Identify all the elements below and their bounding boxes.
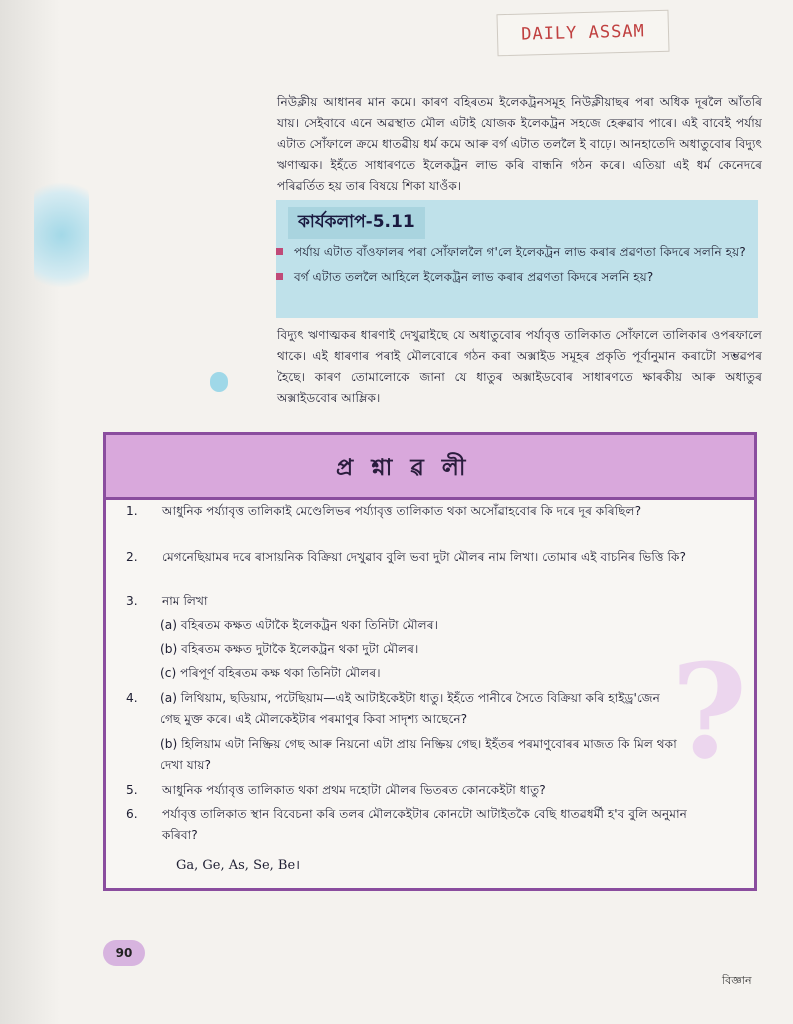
activity-title: কাৰ্যকলাপ-5.11 (288, 207, 425, 239)
element-list: Ga, Ge, As, Se, Be। (176, 858, 301, 873)
bullet-icon (276, 248, 283, 255)
question-mark-icon: ? (671, 635, 748, 788)
activity-list (276, 242, 758, 292)
ink-smudge (34, 170, 89, 300)
question-4a: (a) লিথিয়াম, ছডিয়াম, পটেছিয়াম—এই আটাইকেইটা ধাতু। ইহঁতে পানীৰে সৈতে বিক্ৰিয়া কৰি হাইড্ৰ'জেন গেছ মুক্ত কৰে। এই মৌলকেইটাৰ পৰমাণুৰ কিবা সাদৃশ্য আছেনে? (160, 691, 660, 726)
page-binding-shadow (0, 0, 60, 1024)
questions-title: প্ৰশ্নাৱলী (336, 455, 484, 481)
activity-item: বৰ্গ এটাত তললৈ আহিলে ইলেকট্ৰন লাভ কৰাৰ প্ৰৱণতা কিদৰে সলনি হয়? (276, 267, 758, 288)
question-4b: (b) হিলিয়াম এটা নিষ্ক্ৰিয় গেছ আৰু নিয়নো এটা প্ৰায় নিষ্ক্ৰিয় গেছ। ইহঁতৰ পৰমাণুবোৰৰ মাজত কি মিল থকা দেখা যায়? (160, 737, 677, 772)
activity-item: পৰ্যায় এটাত বাঁওফালৰ পৰা সোঁফাললৈ গ'লে ইলেকট্ৰন লাভ কৰাৰ প্ৰৱণতা কিদৰে সলনি হয়? (276, 242, 758, 263)
footer-subject: বিজ্ঞান (722, 974, 752, 987)
ink-smudge-small (210, 372, 228, 392)
question-3a: (a) বহিৰতম কক্ষত এটাকৈ ইলেকট্ৰন থকা তিনিটা মৌলৰ। (160, 618, 438, 632)
question-3b: (b) বহিৰতম কক্ষত দুটাকৈ ইলেকট্ৰন থকা দুটা মৌলৰ। (160, 642, 419, 656)
page-number: 90 (103, 940, 145, 966)
questions-header (106, 435, 754, 500)
paragraph-electronegativity: বিদ্যুৎ ঋণাত্মকৰ ধাৰণাই দেখুৱাইছে যে অধাতুবোৰ পৰ্যাবৃত্ত তালিকাত সোঁফালে তালিকাৰ ওপৰফালে থাকে। এই ধাৰণাৰ পৰাই মৌলবোৰে গঠন কৰা অক্সাইড সমূহৰ প্ৰকৃতি পূৰ্বানুমান কৰাটো সম্ভৱপৰ হৈছে। কাৰণ তোমালোকে জানা যে ধাতুৰ অক্সাইডবোৰ সাধাৰণতে ক্ষাৰকীয় আৰু অধাতুৰ অক্সাইডবোৰ আম্লিক। (277, 328, 762, 405)
paragraph-intro: নিউক্লীয় আধানৰ মান কমে। কাৰণ বহিৰতম ইলেকট্ৰনসমূহ নিউক্লীয়াছৰ পৰা অধিক দূৰলৈ আঁতৰি যায়। সেইবাবে এনে অৱস্থাত মৌল এটাই যোজক ইলেকট্ৰন সহজে হেৰুৱাব পাৰে। এই বাবেই পৰ্যায় এটাত সোঁফালে ক্ৰমে ধাতৱীয় ধৰ্ম কমে আৰু বৰ্গ এটাত তললৈ ই বাঢ়ে। আনহাতেদি অধাতুবোৰ বিদ্যুৎ ঋণাত্মক। ইহঁতে সাধাৰণতে ইলেকট্ৰন লাভ কৰি বান্ধনি গঠন কৰে। এতিয়া এই ধৰ্ম কেনেদৰে পৰিৱৰ্তিত হয় তাৰ বিষয়ে শিকা যাওঁক। (277, 95, 762, 193)
watermark-stamp: DAILY ASSAM (496, 10, 669, 56)
questions-box: প্ৰশ্নাৱলী ? 1. আধুনিক পৰ্য্যাবৃত্ত তালিকাই মেণ্ডেলিভৰ পৰ্য্যাবৃত্ত তালিকাত থকা অসোঁৱাহবোৰ কি দৰে দূৰ কৰিছিল? 2. মেগনেছিয়ামৰ দৰে ৰাসায়নিক বিক্ৰিয়া দেখুৱাব বুলি ভবা দুটা মৌলৰ নাম লিখা। তোমাৰ এই বাচনিৰ ভিত্তি কি? 3. নাম লিখা (a) বহিৰতম কক্ষত এটাকৈ ইলেকট্ৰন থকা তিনিটা মৌলৰ। (b) বহিৰতম কক্ষত দুটাকৈ ইলেকট্ৰন থকা দুটা মৌলৰ। (c) পৰিপূৰ্ণ বহিৰতম কক্ষ থকা তিনিটা মৌলৰ। 4. (a) লিথিয়াম, ছডিয়াম, পটেছিয়াম—এই আটাইকেইটা ধাতু। ইহঁতে পানীৰে সৈতে বিক্ৰিয়া কৰি হাইড্ৰ'জেন গেছ মুক্ত কৰে। এই মৌলকেইটাৰ পৰমাণুৰ কিবা সাদৃশ্য আছেনে? (b) হিলিয়াম এটা নিষ্ক্ৰিয় গেছ আৰু নিয়নো এটা প্ৰায় নিষ্ক্ৰিয় গেছ। ইহঁতৰ পৰমাণুবোৰৰ মাজত কি মিল থকা দেখা যায়? 5. আধুনিক পৰ্য্যাবৃত্ত তালিকাত থকা প্ৰথম দহোটা মৌলৰ ভিতৰত কোনকেইটা ধাতু? 6. পৰ্যাবৃত্ত তালিকাত স্থান বিবেচনা কৰি তলৰ মৌলকেইটাৰ কোনটো আটাইতকৈ বেছি ধাতৱধৰ্মী হ'ব বুলি অনুমান কৰিবা? Ga, Ge, As, Se, Be। (103, 432, 757, 891)
question-3c: (c) পৰিপূৰ্ণ বহিৰতম কক্ষ থকা তিনিটা মৌলৰ। (160, 666, 381, 680)
bullet-icon (276, 273, 283, 280)
activity-box (276, 200, 758, 318)
